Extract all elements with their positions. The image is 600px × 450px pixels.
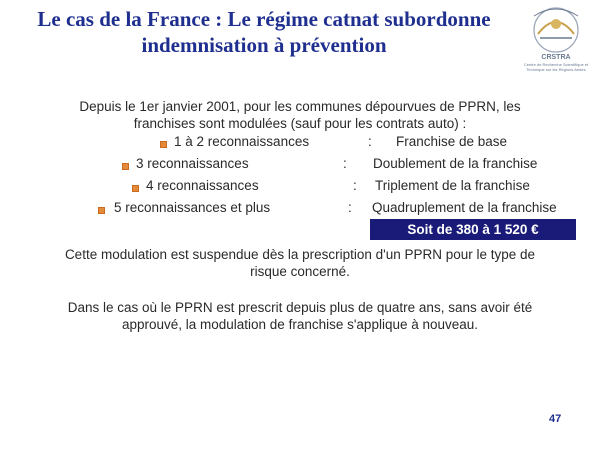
bullet-icon <box>122 163 129 170</box>
logo-emblem-icon <box>518 4 594 54</box>
intro-text <box>40 98 560 132</box>
intro-line-2: franchises sont modulées (sauf pour les contrats auto) : <box>133 116 467 131</box>
logo-caption: Centre de Recherche Scientifique et Technique sur les Régions Arides <box>523 62 589 72</box>
logo-name: CRSTRA <box>541 54 571 61</box>
slide-title <box>14 6 514 58</box>
total-range-box: Soit de 380 à 1 520 € <box>370 219 576 240</box>
para1-line-1: Cette modulation est suspendue dès la prescription d'un PPRN pour le type de <box>64 247 536 262</box>
para1-line-2: risque concerné. <box>250 264 350 279</box>
row-2-separator: : <box>343 156 347 171</box>
para2-line-2: approuvé, la modulation de franchise s'applique à nouveau. <box>121 317 479 332</box>
bullet-icon <box>132 185 139 192</box>
row-3-label: 4 reconnaissances <box>146 178 259 193</box>
row-4-label: 5 reconnaissances et plus <box>114 200 271 215</box>
row-2-result: Doublement de la franchise <box>373 156 538 171</box>
title-line-2: indemnisation à prévention <box>141 33 387 57</box>
bullet-icon <box>160 141 167 148</box>
row-4-separator: : <box>348 200 352 215</box>
para2-line-1: Dans le cas où le PPRN est prescrit depuis plus de quatre ans, sans avoir été <box>67 300 533 315</box>
crstra-logo <box>518 4 594 76</box>
suspension-paragraph <box>30 246 570 280</box>
row-1-result: Franchise de base <box>396 134 508 149</box>
row-1-separator: : <box>368 134 372 149</box>
title-line-1: Le cas de la France : Le régime catnat subordonne <box>37 7 491 31</box>
row-1-label: 1 à 2 reconnaissances <box>174 134 310 149</box>
row-2-label: 3 reconnaissances <box>136 156 249 171</box>
page-number: 47 <box>549 413 562 425</box>
row-4-result: Quadruplement de la franchise <box>372 200 557 215</box>
intro-line-1: Depuis le 1er janvier 2001, pour les communes dépourvues de PPRN, les <box>79 99 521 114</box>
row-3-result: Triplement de la franchise <box>375 178 530 193</box>
bullet-icon <box>98 207 105 214</box>
row-3-separator: : <box>353 178 357 193</box>
reapplication-paragraph <box>30 299 570 333</box>
